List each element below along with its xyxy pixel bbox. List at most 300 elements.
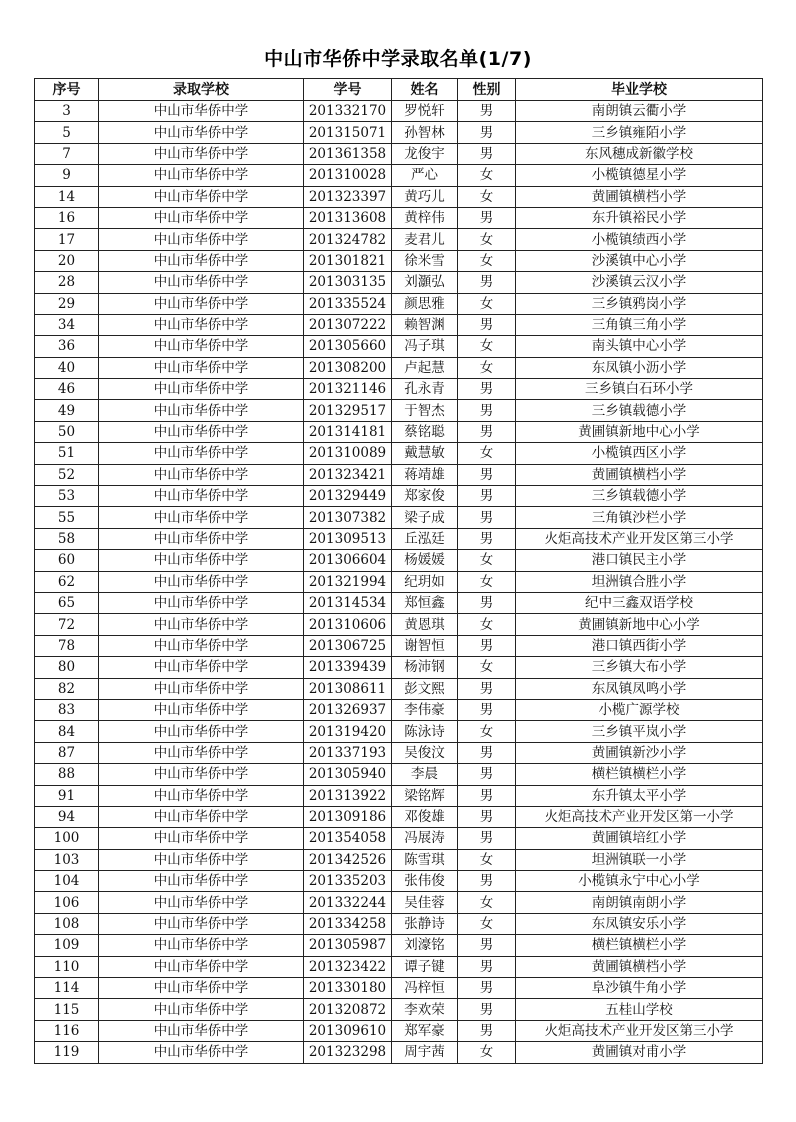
cell-admitted-school: 中山市华侨中学: [99, 806, 304, 827]
table-row: [35, 849, 763, 870]
table-row: [35, 379, 763, 400]
cell-name: 郑军豪: [392, 1020, 458, 1041]
cell-admitted-school: 中山市华侨中学: [99, 571, 304, 592]
cell-admitted-school: 中山市华侨中学: [99, 913, 304, 934]
cell-name: 罗悦轩: [392, 101, 458, 122]
cell-gender: 男: [458, 635, 516, 656]
cell-student-id: 201309610: [304, 1020, 392, 1041]
cell-graduated-school: 黄圃镇横档小学: [516, 186, 763, 207]
cell-admitted-school: 中山市华侨中学: [99, 742, 304, 763]
cell-student-id: 201308611: [304, 678, 392, 699]
cell-gender: 男: [458, 207, 516, 228]
cell-admitted-school: 中山市华侨中学: [99, 143, 304, 164]
cell-student-id: 201303135: [304, 272, 392, 293]
cell-serial-number: 94: [35, 806, 99, 827]
table-body: [35, 101, 763, 1064]
cell-name: 黄巧儿: [392, 186, 458, 207]
cell-serial-number: 49: [35, 400, 99, 421]
cell-gender: 男: [458, 379, 516, 400]
table-row: [35, 272, 763, 293]
cell-graduated-school: 沙溪镇中心小学: [516, 250, 763, 271]
cell-admitted-school: 中山市华侨中学: [99, 592, 304, 613]
cell-name: 徐米雪: [392, 250, 458, 271]
cell-gender: 男: [458, 956, 516, 977]
cell-admitted-school: 中山市华侨中学: [99, 657, 304, 678]
cell-gender: 男: [458, 528, 516, 549]
cell-graduated-school: 东凤镇凤鸣小学: [516, 678, 763, 699]
cell-serial-number: 53: [35, 486, 99, 507]
cell-graduated-school: 小榄镇西区小学: [516, 443, 763, 464]
cell-admitted-school: 中山市华侨中学: [99, 400, 304, 421]
cell-gender: 女: [458, 357, 516, 378]
cell-graduated-school: 坦洲镇合胜小学: [516, 571, 763, 592]
cell-admitted-school: 中山市华侨中学: [99, 550, 304, 571]
cell-student-id: 201307222: [304, 314, 392, 335]
cell-graduated-school: 五桂山学校: [516, 999, 763, 1020]
cell-student-id: 201306725: [304, 635, 392, 656]
cell-admitted-school: 中山市华侨中学: [99, 614, 304, 635]
cell-graduated-school: 南头镇中心小学: [516, 336, 763, 357]
cell-admitted-school: 中山市华侨中学: [99, 785, 304, 806]
cell-admitted-school: 中山市华侨中学: [99, 379, 304, 400]
cell-gender: 女: [458, 614, 516, 635]
cell-admitted-school: 中山市华侨中学: [99, 314, 304, 335]
cell-graduated-school: 沙溪镇云汉小学: [516, 272, 763, 293]
cell-admitted-school: 中山市华侨中学: [99, 250, 304, 271]
cell-serial-number: 60: [35, 550, 99, 571]
cell-gender: 男: [458, 742, 516, 763]
cell-student-id: 201326937: [304, 699, 392, 720]
table-row: [35, 464, 763, 485]
cell-name: 黄梓伟: [392, 207, 458, 228]
cell-name: 郑恒鑫: [392, 592, 458, 613]
cell-gender: 女: [458, 250, 516, 271]
cell-serial-number: 36: [35, 336, 99, 357]
cell-serial-number: 46: [35, 379, 99, 400]
cell-graduated-school: 黄圃镇对甫小学: [516, 1042, 763, 1063]
cell-name: 郑家俊: [392, 486, 458, 507]
cell-admitted-school: 中山市华侨中学: [99, 101, 304, 122]
cell-serial-number: 14: [35, 186, 99, 207]
cell-student-id: 201301821: [304, 250, 392, 271]
cell-admitted-school: 中山市华侨中学: [99, 871, 304, 892]
cell-admitted-school: 中山市华侨中学: [99, 678, 304, 699]
cell-graduated-school: 东升镇太平小学: [516, 785, 763, 806]
cell-graduated-school: 东凤镇安乐小学: [516, 913, 763, 934]
cell-graduated-school: 三乡镇大布小学: [516, 657, 763, 678]
cell-serial-number: 28: [35, 272, 99, 293]
cell-gender: 男: [458, 464, 516, 485]
cell-admitted-school: 中山市华侨中学: [99, 486, 304, 507]
cell-serial-number: 84: [35, 721, 99, 742]
table-row: [35, 785, 763, 806]
cell-name: 黄恩琪: [392, 614, 458, 635]
cell-serial-number: 34: [35, 314, 99, 335]
cell-gender: 男: [458, 400, 516, 421]
cell-name: 杨沛钢: [392, 657, 458, 678]
cell-admitted-school: 中山市华侨中学: [99, 293, 304, 314]
cell-gender: 男: [458, 122, 516, 143]
cell-student-id: 201337193: [304, 742, 392, 763]
cell-name: 张静诗: [392, 913, 458, 934]
cell-student-id: 201332170: [304, 101, 392, 122]
cell-gender: 女: [458, 186, 516, 207]
admission-table: [34, 78, 763, 1064]
cell-serial-number: 103: [35, 849, 99, 870]
cell-admitted-school: 中山市华侨中学: [99, 999, 304, 1020]
cell-name: 张伟俊: [392, 871, 458, 892]
cell-gender: 男: [458, 699, 516, 720]
table-row: [35, 635, 763, 656]
header-student-id: 学号: [304, 79, 392, 101]
cell-serial-number: 109: [35, 935, 99, 956]
table-row: [35, 101, 763, 122]
cell-admitted-school: 中山市华侨中学: [99, 892, 304, 913]
cell-graduated-school: 三角镇三角小学: [516, 314, 763, 335]
table-row: [35, 486, 763, 507]
cell-student-id: 201310606: [304, 614, 392, 635]
cell-student-id: 201315071: [304, 122, 392, 143]
cell-gender: 男: [458, 421, 516, 442]
cell-gender: 女: [458, 892, 516, 913]
cell-graduated-school: 火炬高技术产业开发区第一小学: [516, 806, 763, 827]
cell-graduated-school: 南朗镇云衢小学: [516, 101, 763, 122]
cell-serial-number: 29: [35, 293, 99, 314]
cell-admitted-school: 中山市华侨中学: [99, 272, 304, 293]
cell-student-id: 201307382: [304, 507, 392, 528]
cell-student-id: 201329449: [304, 486, 392, 507]
cell-serial-number: 55: [35, 507, 99, 528]
cell-name: 麦君儿: [392, 229, 458, 250]
cell-serial-number: 91: [35, 785, 99, 806]
cell-student-id: 201314181: [304, 421, 392, 442]
table-row: [35, 571, 763, 592]
cell-student-id: 201335203: [304, 871, 392, 892]
cell-name: 周宇茜: [392, 1042, 458, 1063]
cell-name: 于智杰: [392, 400, 458, 421]
cell-gender: 女: [458, 571, 516, 592]
cell-admitted-school: 中山市华侨中学: [99, 336, 304, 357]
cell-gender: 女: [458, 165, 516, 186]
cell-graduated-school: 南朗镇南朗小学: [516, 892, 763, 913]
cell-student-id: 201330180: [304, 978, 392, 999]
cell-serial-number: 16: [35, 207, 99, 228]
table-row: [35, 828, 763, 849]
cell-serial-number: 116: [35, 1020, 99, 1041]
table-row: [35, 764, 763, 785]
cell-admitted-school: 中山市华侨中学: [99, 828, 304, 849]
cell-student-id: 201321994: [304, 571, 392, 592]
cell-name: 孔永青: [392, 379, 458, 400]
table-row: [35, 806, 763, 827]
cell-graduated-school: 港口镇西街小学: [516, 635, 763, 656]
cell-admitted-school: 中山市华侨中学: [99, 849, 304, 870]
cell-student-id: 201323422: [304, 956, 392, 977]
cell-name: 陈泳诗: [392, 721, 458, 742]
cell-graduated-school: 火炬高技术产业开发区第三小学: [516, 1020, 763, 1041]
cell-serial-number: 78: [35, 635, 99, 656]
cell-name: 戴慧敏: [392, 443, 458, 464]
cell-serial-number: 106: [35, 892, 99, 913]
cell-student-id: 201342526: [304, 849, 392, 870]
cell-name: 吴佳蓉: [392, 892, 458, 913]
table-row: [35, 421, 763, 442]
cell-graduated-school: 小榄镇绩西小学: [516, 229, 763, 250]
cell-student-id: 201320872: [304, 999, 392, 1020]
cell-graduated-school: 横栏镇横栏小学: [516, 764, 763, 785]
cell-name: 丘泓廷: [392, 528, 458, 549]
cell-admitted-school: 中山市华侨中学: [99, 1042, 304, 1063]
table-row: [35, 528, 763, 549]
cell-student-id: 201309186: [304, 806, 392, 827]
cell-admitted-school: 中山市华侨中学: [99, 122, 304, 143]
cell-student-id: 201334258: [304, 913, 392, 934]
cell-graduated-school: 纪中三鑫双语学校: [516, 592, 763, 613]
cell-gender: 女: [458, 913, 516, 934]
table-row: [35, 657, 763, 678]
cell-name: 冯梓恒: [392, 978, 458, 999]
cell-gender: 女: [458, 849, 516, 870]
cell-gender: 男: [458, 871, 516, 892]
cell-name: 冯展涛: [392, 828, 458, 849]
cell-serial-number: 110: [35, 956, 99, 977]
cell-serial-number: 72: [35, 614, 99, 635]
cell-gender: 女: [458, 1042, 516, 1063]
cell-serial-number: 40: [35, 357, 99, 378]
cell-name: 李晨: [392, 764, 458, 785]
cell-name: 吴俊汶: [392, 742, 458, 763]
table-row: [35, 721, 763, 742]
cell-gender: 男: [458, 785, 516, 806]
table-row: [35, 229, 763, 250]
cell-student-id: 201313608: [304, 207, 392, 228]
cell-name: 李欢荣: [392, 999, 458, 1020]
cell-gender: 男: [458, 314, 516, 335]
cell-name: 赖智渊: [392, 314, 458, 335]
table-row: [35, 592, 763, 613]
table-row: [35, 956, 763, 977]
cell-admitted-school: 中山市华侨中学: [99, 635, 304, 656]
cell-gender: 男: [458, 806, 516, 827]
cell-serial-number: 3: [35, 101, 99, 122]
cell-student-id: 201324782: [304, 229, 392, 250]
cell-gender: 男: [458, 828, 516, 849]
table-row: [35, 1020, 763, 1041]
cell-student-id: 201305940: [304, 764, 392, 785]
cell-student-id: 201361358: [304, 143, 392, 164]
cell-admitted-school: 中山市华侨中学: [99, 1020, 304, 1041]
cell-graduated-school: 坦洲镇联一小学: [516, 849, 763, 870]
cell-name: 孙智林: [392, 122, 458, 143]
cell-student-id: 201329517: [304, 400, 392, 421]
cell-name: 刘濠铭: [392, 935, 458, 956]
cell-serial-number: 104: [35, 871, 99, 892]
table-row: [35, 507, 763, 528]
cell-serial-number: 52: [35, 464, 99, 485]
cell-name: 蔡铭聪: [392, 421, 458, 442]
cell-student-id: 201310089: [304, 443, 392, 464]
cell-graduated-school: 黄圃镇横档小学: [516, 956, 763, 977]
cell-admitted-school: 中山市华侨中学: [99, 443, 304, 464]
cell-serial-number: 5: [35, 122, 99, 143]
cell-graduated-school: 小榄广源学校: [516, 699, 763, 720]
header-graduated-school: 毕业学校: [516, 79, 763, 101]
cell-student-id: 201314534: [304, 592, 392, 613]
cell-graduated-school: 黄圃镇新地中心小学: [516, 614, 763, 635]
page-title: 中山市华侨中学录取名单(1/7): [264, 48, 532, 70]
cell-admitted-school: 中山市华侨中学: [99, 764, 304, 785]
cell-student-id: 201306604: [304, 550, 392, 571]
cell-name: 龙俊宇: [392, 143, 458, 164]
table-row: [35, 400, 763, 421]
cell-name: 纪玥如: [392, 571, 458, 592]
cell-name: 杨媛媛: [392, 550, 458, 571]
table-row: [35, 678, 763, 699]
cell-gender: 女: [458, 443, 516, 464]
cell-name: 冯子琪: [392, 336, 458, 357]
cell-gender: 男: [458, 978, 516, 999]
cell-student-id: 201339439: [304, 657, 392, 678]
cell-student-id: 201319420: [304, 721, 392, 742]
cell-student-id: 201335524: [304, 293, 392, 314]
cell-graduated-school: 黄圃镇新沙小学: [516, 742, 763, 763]
table-row: [35, 550, 763, 571]
cell-name: 陈雪琪: [392, 849, 458, 870]
table-row: [35, 336, 763, 357]
cell-student-id: 201354058: [304, 828, 392, 849]
table-row: [35, 122, 763, 143]
cell-admitted-school: 中山市华侨中学: [99, 464, 304, 485]
cell-admitted-school: 中山市华侨中学: [99, 528, 304, 549]
cell-graduated-school: 三乡镇雍陌小学: [516, 122, 763, 143]
cell-graduated-school: 小榄镇德星小学: [516, 165, 763, 186]
cell-serial-number: 82: [35, 678, 99, 699]
cell-gender: 女: [458, 336, 516, 357]
cell-graduated-school: 东风穗成新徽学校: [516, 143, 763, 164]
cell-name: 邓俊雄: [392, 806, 458, 827]
cell-admitted-school: 中山市华侨中学: [99, 956, 304, 977]
cell-graduated-school: 三乡镇鸦岗小学: [516, 293, 763, 314]
cell-serial-number: 83: [35, 699, 99, 720]
table-row: [35, 935, 763, 956]
cell-admitted-school: 中山市华侨中学: [99, 978, 304, 999]
cell-gender: 男: [458, 935, 516, 956]
cell-gender: 女: [458, 293, 516, 314]
cell-graduated-school: 三乡镇载德小学: [516, 400, 763, 421]
cell-name: 颜思雅: [392, 293, 458, 314]
cell-graduated-school: 阜沙镇牛角小学: [516, 978, 763, 999]
cell-name: 彭文熙: [392, 678, 458, 699]
cell-serial-number: 7: [35, 143, 99, 164]
cell-graduated-school: 三乡镇平岚小学: [516, 721, 763, 742]
cell-student-id: 201305660: [304, 336, 392, 357]
cell-graduated-school: 东凤镇小沥小学: [516, 357, 763, 378]
cell-name: 卢起慧: [392, 357, 458, 378]
cell-serial-number: 51: [35, 443, 99, 464]
cell-admitted-school: 中山市华侨中学: [99, 699, 304, 720]
table-row: [35, 892, 763, 913]
cell-name: 李伟豪: [392, 699, 458, 720]
table-header-row: [35, 79, 763, 101]
cell-admitted-school: 中山市华侨中学: [99, 507, 304, 528]
cell-gender: 男: [458, 486, 516, 507]
cell-name: 谭子键: [392, 956, 458, 977]
cell-student-id: 201321146: [304, 379, 392, 400]
cell-admitted-school: 中山市华侨中学: [99, 165, 304, 186]
cell-graduated-school: 横栏镇横栏小学: [516, 935, 763, 956]
cell-gender: 男: [458, 1020, 516, 1041]
cell-name: 谢智恒: [392, 635, 458, 656]
cell-gender: 男: [458, 592, 516, 613]
cell-name: 梁铭辉: [392, 785, 458, 806]
table-row: [35, 614, 763, 635]
cell-student-id: 201308200: [304, 357, 392, 378]
cell-student-id: 201332244: [304, 892, 392, 913]
cell-name: 刘灝弘: [392, 272, 458, 293]
cell-student-id: 201323397: [304, 186, 392, 207]
cell-admitted-school: 中山市华侨中学: [99, 935, 304, 956]
cell-serial-number: 65: [35, 592, 99, 613]
cell-graduated-school: 三乡镇载德小学: [516, 486, 763, 507]
cell-student-id: 201310028: [304, 165, 392, 186]
cell-name: 梁子成: [392, 507, 458, 528]
cell-gender: 男: [458, 507, 516, 528]
cell-serial-number: 115: [35, 999, 99, 1020]
cell-serial-number: 17: [35, 229, 99, 250]
table-row: [35, 186, 763, 207]
cell-serial-number: 119: [35, 1042, 99, 1063]
table-row: [35, 443, 763, 464]
table-row: [35, 913, 763, 934]
cell-admitted-school: 中山市华侨中学: [99, 229, 304, 250]
header-serial-number: 序号: [35, 79, 99, 101]
cell-gender: 男: [458, 101, 516, 122]
cell-student-id: 201309513: [304, 528, 392, 549]
cell-admitted-school: 中山市华侨中学: [99, 357, 304, 378]
table-row: [35, 143, 763, 164]
table-row: [35, 999, 763, 1020]
cell-student-id: 201323421: [304, 464, 392, 485]
cell-gender: 男: [458, 143, 516, 164]
table-row: [35, 357, 763, 378]
cell-student-id: 201323298: [304, 1042, 392, 1063]
header-admitted-school: 录取学校: [99, 79, 304, 101]
cell-student-id: 201313922: [304, 785, 392, 806]
cell-serial-number: 100: [35, 828, 99, 849]
cell-gender: 男: [458, 764, 516, 785]
cell-admitted-school: 中山市华侨中学: [99, 207, 304, 228]
cell-serial-number: 58: [35, 528, 99, 549]
table-row: [35, 978, 763, 999]
cell-serial-number: 9: [35, 165, 99, 186]
cell-graduated-school: 东升镇裕民小学: [516, 207, 763, 228]
cell-gender: 女: [458, 721, 516, 742]
table-row: [35, 250, 763, 271]
cell-serial-number: 62: [35, 571, 99, 592]
table-row: [35, 207, 763, 228]
cell-graduated-school: 黄圃镇培红小学: [516, 828, 763, 849]
cell-admitted-school: 中山市华侨中学: [99, 721, 304, 742]
table-row: [35, 871, 763, 892]
cell-graduated-school: 火炬高技术产业开发区第三小学: [516, 528, 763, 549]
table-row: [35, 165, 763, 186]
cell-gender: 女: [458, 550, 516, 571]
cell-name: 蒋靖雄: [392, 464, 458, 485]
cell-name: 严心: [392, 165, 458, 186]
cell-student-id: 201305987: [304, 935, 392, 956]
cell-serial-number: 87: [35, 742, 99, 763]
table-row: [35, 699, 763, 720]
